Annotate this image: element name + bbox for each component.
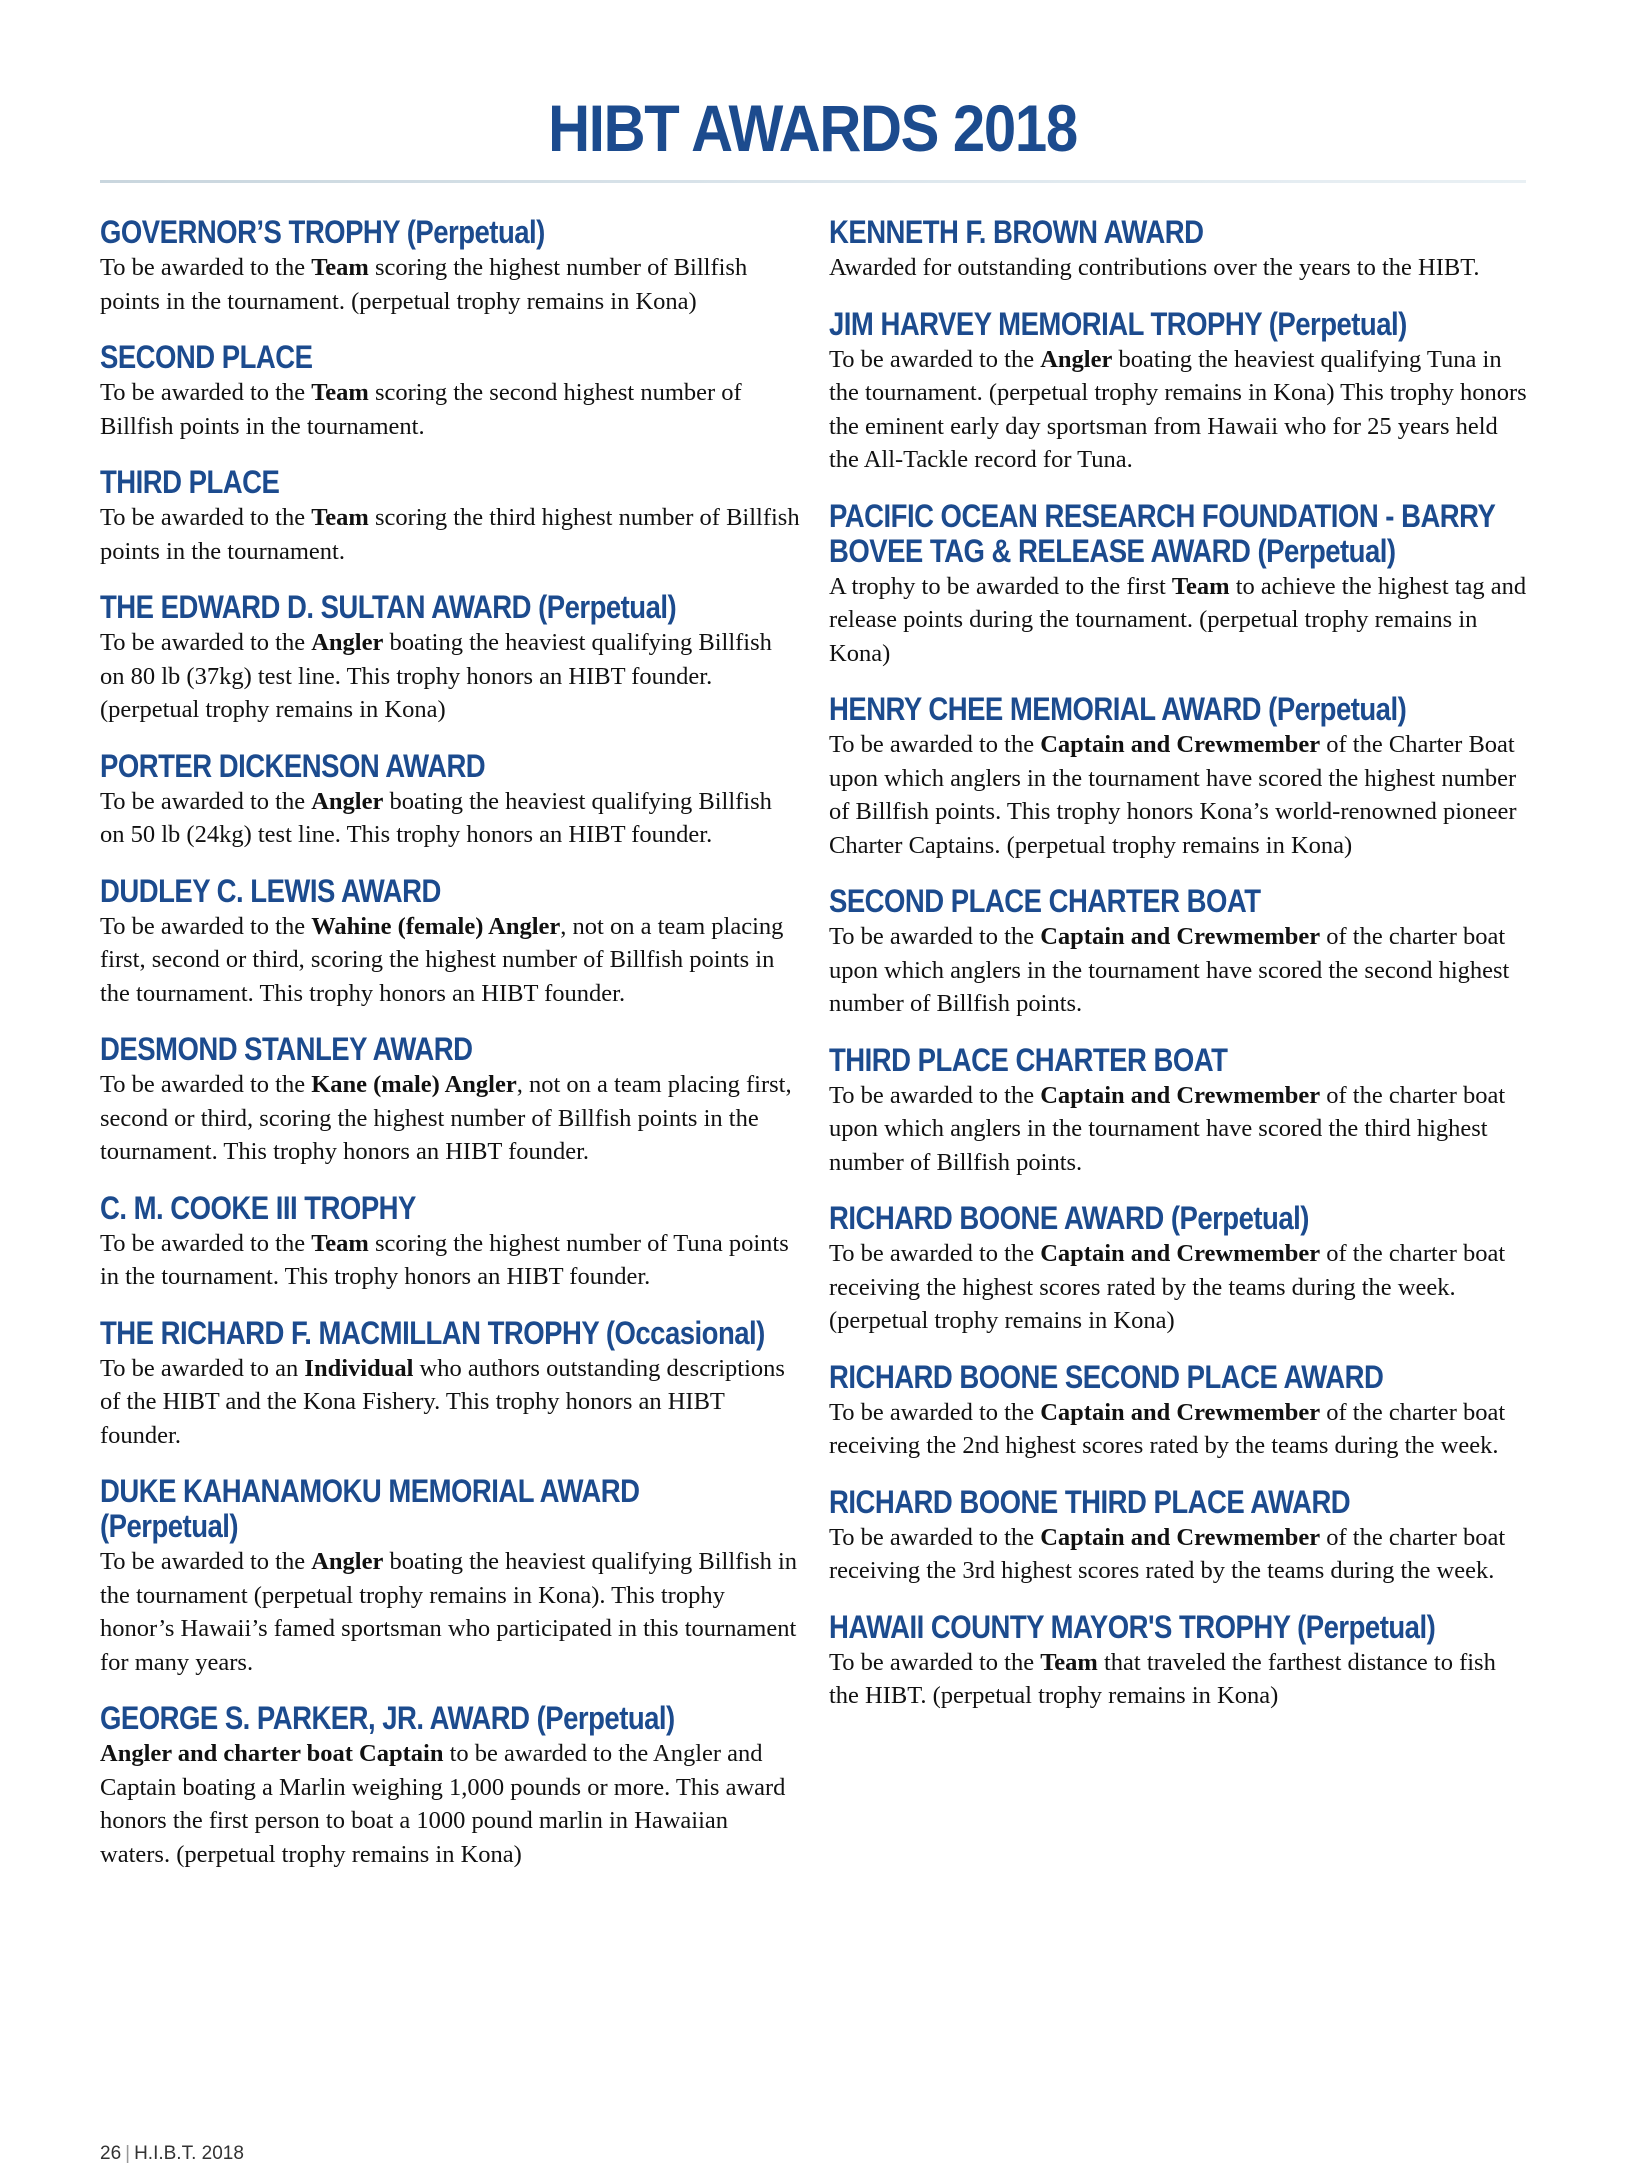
award-description: To be awarded to the Team that traveled the farthest distance to fish the HIBT. (perpetual trophy remains in Kona) — [829, 1648, 1496, 1709]
award-title: SECOND PLACE — [100, 339, 313, 375]
award-entry — [829, 1360, 1529, 1463]
award-description: To be awarded to the Angler boating the heaviest qualifying Billfish in the tournament (perpetual trophy remains in Kona). This trophy honor’s Hawaii’s famed sportsman who participated in this tournament for many years. — [100, 1548, 798, 1676]
award-description: To be awarded to an Individual who authors outstanding descriptions of the HIBT and the Kona Fishery. This trophy honors an HIBT founder. — [100, 1354, 785, 1449]
page-title: HIBT AWARDS 2018 — [548, 91, 1077, 165]
title-divider — [100, 180, 1526, 183]
award-entry — [100, 1701, 800, 1871]
award-description: To be awarded to the Team scoring the second highest number of Billfish points in the tournament. — [100, 379, 742, 440]
award-description: A trophy to be awarded to the first Team to achieve the highest tag and release points during the tournament. (perpetual trophy remains in Kona) — [829, 572, 1527, 667]
award-description: Awarded for outstanding contributions over the years to the HIBT. — [829, 254, 1480, 281]
award-recipient: Team — [311, 504, 369, 531]
award-description: To be awarded to the Captain and Crewmember of the charter boat upon which anglers in the tournament have scored the second highest number of Billfish points. — [829, 923, 1510, 1017]
award-description: Angler and charter boat Captain to be awarded to the Angler and Captain boating a Marlin weighing 1,000 pounds or more. This award honors the first person to boat a 1000 pound marlin in Hawaiian waters. (perpetual trophy remains in Kona) — [100, 1740, 786, 1868]
award-entry — [100, 590, 800, 727]
page-footer — [100, 2143, 244, 2165]
award-description: To be awarded to the Wahine (female) Angler, not on a team placing first, second or third, scoring the highest number of Billfish points in the tournament. This trophy honors an HIBT founder. — [100, 912, 784, 1007]
award-recipient: Team — [1171, 572, 1230, 600]
award-recipient: Angler and charter boat Captain — [100, 1740, 444, 1767]
footer-separator: | — [125, 2143, 131, 2164]
award-title: C. M. COOKE III TROPHY — [100, 1189, 416, 1226]
award-recipient: Angler — [1040, 345, 1113, 373]
award-title: THE RICHARD F. MACMILLAN TROPHY (Occasional) — [100, 1314, 765, 1351]
award-title: PACIFIC OCEAN RESEARCH FOUNDATION - BARRY BOVEE TAG & RELEASE AWARD (Perpetual) — [829, 497, 1495, 569]
award-entry — [829, 1610, 1529, 1713]
award-recipient: Angler — [311, 787, 384, 815]
award-description: To be awarded to the Team scoring the highest number of Tuna points in the tournament. This trophy honors an HIBT founder. — [100, 1229, 789, 1290]
award-entry — [829, 692, 1529, 862]
award-entry — [829, 499, 1529, 671]
award-entry — [100, 465, 800, 568]
award-title: SECOND PLACE CHARTER BOAT — [829, 883, 1261, 919]
award-title: HENRY CHEE MEMORIAL AWARD (Perpetual) — [829, 691, 1407, 727]
award-description: To be awarded to the Angler boating the heaviest qualifying Billfish on 80 lb (37kg) test line. This trophy honors an HIBT founder. (perpetual trophy remains in Kona) — [100, 629, 772, 723]
award-entry — [100, 215, 800, 318]
award-title: DUKE KAHANAMOKU MEMORIAL AWARD (Perpetual) — [100, 1473, 640, 1544]
award-title: GEORGE S. PARKER, JR. AWARD (Perpetual) — [100, 1700, 675, 1736]
award-entry — [829, 1485, 1529, 1588]
award-entry — [829, 1043, 1529, 1180]
award-description: To be awarded to the Kane (male) Angler, not on a team placing first, second or third, scoring the highest number of Billfish points in the tournament. This trophy honors an HIBT founder. — [100, 1071, 792, 1165]
award-title: RICHARD BOONE AWARD (Perpetual) — [829, 1200, 1309, 1236]
award-recipient: Kane (male) Angler — [311, 1071, 517, 1098]
award-title: JIM HARVEY MEMORIAL TROPHY (Perpetual) — [829, 305, 1407, 342]
award-recipient: Team — [311, 1229, 369, 1257]
award-description: To be awarded to the Team scoring the third highest number of Billfish points in the tournament. — [100, 504, 800, 565]
award-recipient: Captain and Crewmember — [1040, 1081, 1321, 1109]
right-column — [829, 215, 1529, 1735]
award-entry — [100, 1474, 800, 1679]
award-entry — [100, 340, 800, 443]
award-description: To be awarded to the Captain and Crewmember of the charter boat receiving the 2nd highest scores rated by the teams during the week. — [829, 1398, 1506, 1459]
award-entry — [100, 749, 800, 852]
award-entry — [829, 884, 1529, 1021]
award-entry — [829, 1201, 1529, 1338]
award-title: KENNETH F. BROWN AWARD — [829, 214, 1204, 250]
award-description: To be awarded to the Angler boating the heaviest qualifying Tuna in the tournament. (perpetual trophy remains in Kona) This trophy honors the eminent early day sportsman from Hawaii who for 25 years held the All-Tackle record for Tuna. — [829, 345, 1527, 473]
award-title: HAWAII COUNTY MAYOR'S TROPHY (Perpetual) — [829, 1608, 1436, 1645]
publication-name: H.I.B.T. 2018 — [134, 2143, 244, 2164]
award-entry — [829, 307, 1529, 477]
award-description: To be awarded to the Captain and Crewmember of the charter boat upon which anglers in the tournament have scored the third highest number of Billfish points. — [829, 1081, 1506, 1176]
award-title: PORTER DICKENSON AWARD — [100, 747, 486, 784]
award-recipient: Team — [311, 379, 369, 406]
award-recipient: Wahine (female) Angler — [311, 912, 561, 940]
award-entry — [100, 1032, 800, 1169]
award-recipient: Angler — [311, 629, 384, 656]
award-title: THE EDWARD D. SULTAN AWARD (Perpetual) — [100, 589, 677, 625]
award-recipient: Individual — [304, 1354, 414, 1382]
award-recipient: Captain and Crewmember — [1040, 731, 1321, 758]
page-number: 26 — [100, 2143, 122, 2164]
award-title: DESMOND STANLEY AWARD — [100, 1031, 473, 1067]
award-recipient: Team — [1040, 1648, 1098, 1676]
award-recipient: Captain and Crewmember — [1040, 1523, 1321, 1551]
award-title: DUDLEY C. LEWIS AWARD — [100, 872, 441, 909]
award-title: THIRD PLACE CHARTER BOAT — [829, 1041, 1228, 1078]
award-recipient: Team — [311, 254, 369, 281]
award-recipient: Captain and Crewmember — [1040, 1398, 1321, 1426]
award-entry — [829, 215, 1529, 285]
award-entry — [100, 874, 800, 1011]
award-description: To be awarded to the Angler boating the heaviest qualifying Billfish on 50 lb (24kg) test line. This trophy honors an HIBT founder. — [100, 787, 772, 848]
award-title: RICHARD BOONE THIRD PLACE AWARD — [829, 1483, 1351, 1520]
award-description: To be awarded to the Captain and Crewmember of the charter boat receiving the highest scores rated by the teams during the week. (perpetual trophy remains in Kona) — [829, 1240, 1506, 1334]
award-title: GOVERNOR’S TROPHY (Perpetual) — [100, 214, 545, 250]
award-recipient: Captain and Crewmember — [1040, 1240, 1321, 1267]
award-entry — [100, 1316, 800, 1453]
award-description: To be awarded to the Captain and Crewmember of the Charter Boat upon which anglers in the tournament have scored the highest number of Billfish points. This trophy honors Kona’s world-renowned pioneer Charter Captains. (perpetual trophy remains in Kona) — [829, 731, 1517, 859]
award-recipient: Angler — [311, 1548, 384, 1575]
award-title: THIRD PLACE — [100, 464, 280, 500]
award-description: To be awarded to the Team scoring the highest number of Billfish points in the tournament. (perpetual trophy remains in Kona) — [100, 254, 748, 315]
award-title: RICHARD BOONE SECOND PLACE AWARD — [829, 1358, 1384, 1395]
award-entry — [100, 1191, 800, 1294]
award-recipient: Captain and Crewmember — [1040, 923, 1321, 950]
left-column — [100, 215, 800, 1893]
award-description: To be awarded to the Captain and Crewmember of the charter boat receiving the 3rd highest scores rated by the teams during the week. — [829, 1523, 1506, 1584]
